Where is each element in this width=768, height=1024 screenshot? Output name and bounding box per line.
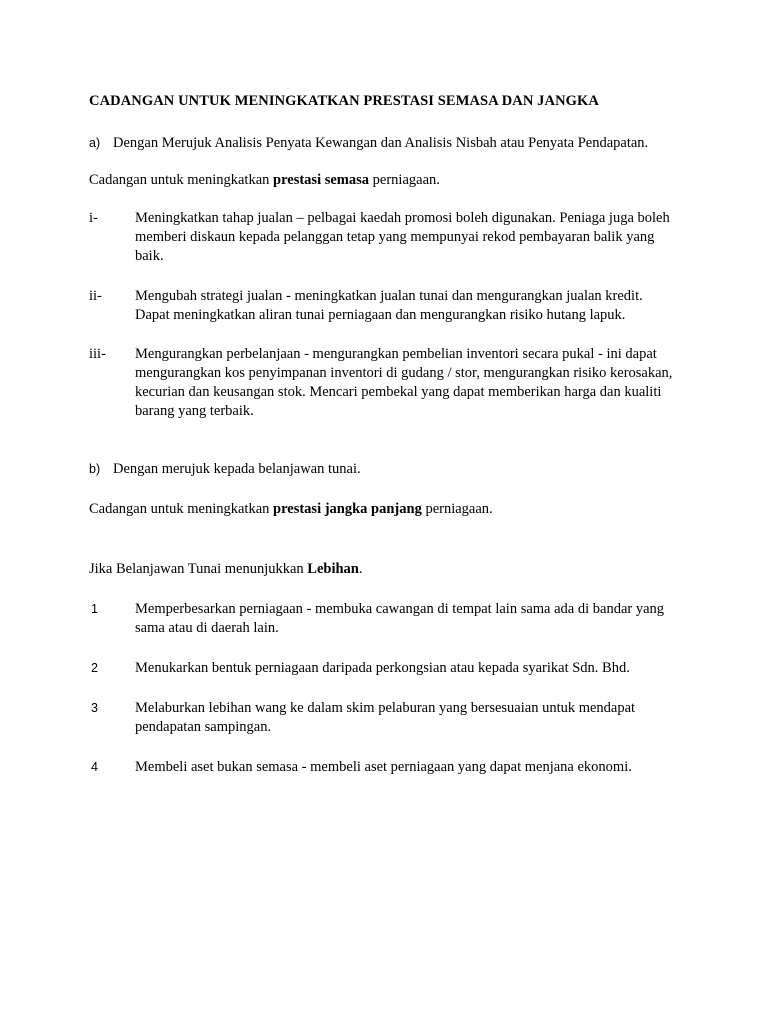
section-b-intro-before: Cadangan untuk meningkatkan [89, 501, 274, 517]
section-a-intro-before: Cadangan untuk meningkatkan [89, 172, 274, 188]
list-item-text: Memperbesarkan perniagaan - membuka cawangan di tempat lain sama ada di bandar yang sama atau di daerah lain. [135, 601, 665, 636]
list-item-text: Mengurangkan perbelanjaan - mengurangkan pembelian inventori secara pukal - ini dapat mengurangkan kos penyimpanan inventori di gudang / stor, mengurangkan risiko kerosakan, kecurian dan keusangan stok. Mencari pembekal yang dapat memberikan harga dan kualiti barang yang terbaik. [135, 346, 673, 419]
surplus-after: . [358, 561, 363, 577]
section-b-intro-bold: prestasi jangka panjang [273, 501, 422, 517]
list-item-text: Membeli aset bukan semasa - membeli aset perniagaan yang dapat menjana ekonomi. [135, 759, 632, 775]
section-a-intro-after: perniagaan. [369, 172, 440, 188]
section-b-intro [89, 500, 689, 519]
list-item-marker: iii- [89, 346, 106, 362]
list-item-text: Menukarkan bentuk perniagaan daripada perkongsian atau kepada syarikat Sdn. Bhd. [135, 660, 630, 676]
list-item-marker: i- [89, 210, 98, 226]
section-a-intro [89, 171, 689, 190]
section-a-heading-text: Dengan Merujuk Analisis Penyata Kewangan dan Analisis Nisbah atau Penyata Pendapatan. [113, 135, 649, 151]
section-b-heading [89, 460, 689, 479]
list-item-marker: 2 [91, 661, 98, 675]
surplus-statement [89, 560, 689, 579]
section-b-intro-after: perniagaan. [421, 501, 493, 517]
list-item-marker: 4 [91, 760, 98, 774]
section-b-heading-text: Dengan merujuk kepada belanjawan tunai. [113, 461, 361, 477]
section-a-intro-bold: prestasi semasa [273, 172, 370, 188]
list-item-marker: 3 [91, 701, 98, 715]
list-item-text: Meningkatkan tahap jualan – pelbagai kaedah promosi boleh digunakan. Peniaga juga boleh memberi diskaun kepada pelanggan tetap yang mempunyai rekod pembayaran balik yang baik. [135, 210, 670, 264]
surplus-bold: Lebihan [307, 561, 359, 577]
section-a-heading [89, 134, 689, 153]
list-item-marker: 1 [91, 602, 98, 616]
section-b-marker: b) [89, 462, 101, 476]
list-item-text: Melaburkan lebihan wang ke dalam skim pelaburan yang bersesuaian untuk mendapat pendapatan sampingan. [135, 700, 636, 735]
list-item-marker: ii- [89, 288, 102, 304]
list-item-text: Mengubah strategi jualan - meningkatkan jualan tunai dan mengurangkan jualan kredit. Dapat meningkatkan aliran tunai perniagaan dan mengurangkan risiko hutang lapuk. [135, 288, 643, 323]
section-a-marker: a) [89, 136, 101, 150]
document-title: CADANGAN UNTUK MENINGKATKAN PRESTASI SEMASA DAN JANGKA [89, 93, 599, 109]
surplus-before: Jika Belanjawan Tunai menunjukkan [89, 561, 308, 577]
